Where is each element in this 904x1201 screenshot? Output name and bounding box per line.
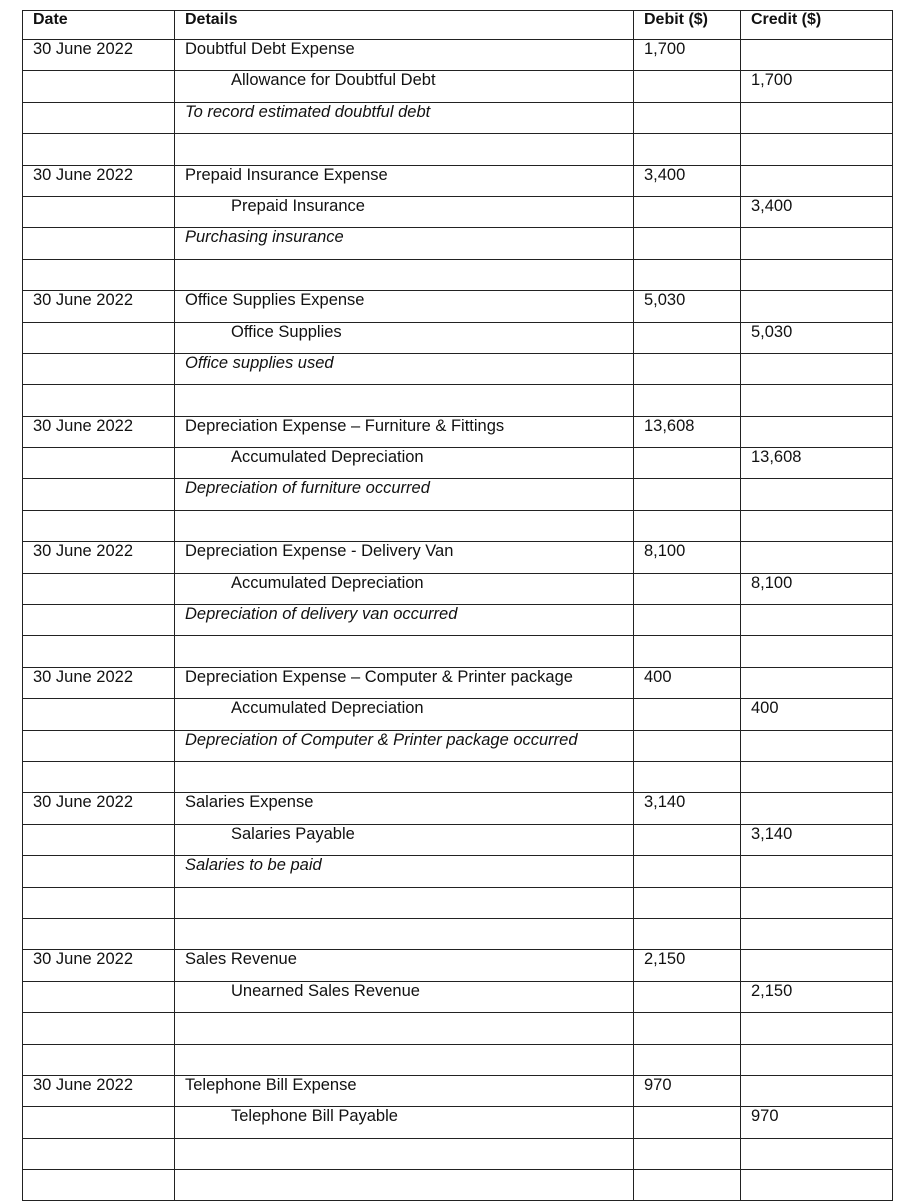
- date-cell: [23, 1075, 175, 1106]
- journal-row: [23, 228, 893, 259]
- journal-row: [23, 71, 893, 102]
- date-cell-text: 30 June 2022: [33, 542, 134, 561]
- journal-row: [23, 259, 893, 290]
- credit-cell-text: 13,608: [751, 448, 802, 467]
- date-cell: [23, 196, 175, 227]
- details-cell-text: Doubtful Debt Expense: [185, 40, 355, 58]
- credit-cell: [741, 1044, 893, 1075]
- details-cell: [175, 228, 634, 259]
- journal-row: [23, 887, 893, 918]
- date-cell: [23, 385, 175, 416]
- details-cell-text: Accumulated Depreciation: [231, 448, 424, 467]
- details-cell-text: Depreciation of furniture occurred: [185, 479, 430, 498]
- details-cell: [175, 636, 634, 667]
- details-cell: [175, 259, 634, 290]
- journal-row: [23, 856, 893, 887]
- debit-cell: [634, 605, 741, 636]
- debit-cell: [634, 134, 741, 165]
- date-cell: [23, 699, 175, 730]
- credit-cell: [741, 353, 893, 384]
- debit-cell: [634, 1170, 741, 1201]
- debit-cell-text: 8,100: [644, 542, 686, 561]
- journal-row: [23, 479, 893, 510]
- date-cell: [23, 824, 175, 855]
- credit-cell: [741, 134, 893, 165]
- credit-cell: [741, 40, 893, 71]
- credit-cell: [741, 228, 893, 259]
- journal-row: [23, 448, 893, 479]
- date-cell: [23, 605, 175, 636]
- journal-row: [23, 730, 893, 761]
- credit-cell-text: 2,150: [751, 981, 793, 1000]
- details-cell-text: Allowance for Doubtful Debt: [231, 71, 436, 90]
- details-cell: [175, 291, 634, 322]
- details-cell-text: Office supplies used: [185, 353, 334, 372]
- details-cell-text: Depreciation Expense – Furniture & Fittings: [185, 416, 505, 435]
- details-cell-text: Depreciation of Computer & Printer package occurred: [185, 730, 578, 749]
- debit-cell: [634, 259, 741, 290]
- credit-cell: [741, 1107, 893, 1138]
- debit-cell: [634, 950, 741, 981]
- debit-cell: [634, 416, 741, 447]
- details-cell-text: Depreciation Expense – Computer & Printer package: [185, 667, 573, 686]
- details-cell-text: Office Supplies Expense: [185, 291, 365, 310]
- credit-cell: [741, 605, 893, 636]
- credit-cell: [741, 918, 893, 949]
- debit-header: Debit ($): [634, 11, 741, 40]
- debit-cell: [634, 1044, 741, 1075]
- debit-cell-text: 3,400: [644, 165, 686, 184]
- credit-cell: [741, 385, 893, 416]
- details-cell: [175, 761, 634, 792]
- journal-row: [23, 322, 893, 353]
- details-cell-text: Sales Revenue: [185, 950, 297, 969]
- credit-cell: [741, 793, 893, 824]
- debit-cell: [634, 981, 741, 1012]
- credit-cell-text: 1,700: [751, 71, 793, 90]
- journal-row: [23, 353, 893, 384]
- credit-cell: [741, 981, 893, 1012]
- journal-row: [23, 981, 893, 1012]
- details-cell-text: Purchasing insurance: [185, 228, 344, 247]
- debit-cell: [634, 353, 741, 384]
- details-cell-text: Telephone Bill Payable: [231, 1107, 398, 1126]
- date-cell-text: 30 June 2022: [33, 416, 134, 435]
- date-cell: [23, 1107, 175, 1138]
- details-cell-text: Prepaid Insurance: [231, 196, 365, 215]
- journal-row: [23, 134, 893, 165]
- details-cell: [175, 353, 634, 384]
- debit-cell: [634, 448, 741, 479]
- details-cell: [175, 196, 634, 227]
- date-cell: [23, 761, 175, 792]
- date-cell: [23, 448, 175, 479]
- date-cell-text: 30 June 2022: [33, 667, 134, 686]
- credit-cell: [741, 196, 893, 227]
- details-cell: [175, 667, 634, 698]
- journal-row: [23, 1138, 893, 1169]
- journal-row: [23, 1013, 893, 1044]
- journal-row: [23, 1170, 893, 1201]
- credit-cell: [741, 102, 893, 133]
- date-cell: [23, 950, 175, 981]
- journal-row: [23, 196, 893, 227]
- date-cell-text: 30 June 2022: [33, 165, 134, 184]
- date-cell: [23, 416, 175, 447]
- credit-cell: [741, 259, 893, 290]
- details-cell: [175, 165, 634, 196]
- details-cell: [175, 1044, 634, 1075]
- date-cell: [23, 102, 175, 133]
- credit-cell: [741, 479, 893, 510]
- credit-cell-text: 400: [751, 699, 779, 718]
- credit-cell: [741, 448, 893, 479]
- details-cell: [175, 510, 634, 541]
- debit-cell: [634, 761, 741, 792]
- debit-cell: [634, 699, 741, 730]
- journal-row: [23, 385, 893, 416]
- journal-row: [23, 918, 893, 949]
- debit-cell: [634, 793, 741, 824]
- details-cell: [175, 102, 634, 133]
- credit-cell: [741, 699, 893, 730]
- date-cell: [23, 887, 175, 918]
- details-cell-text: Accumulated Depreciation: [231, 699, 424, 718]
- date-cell: [23, 667, 175, 698]
- debit-cell: [634, 573, 741, 604]
- details-cell-text: Salaries to be paid: [185, 856, 322, 875]
- details-cell: [175, 542, 634, 573]
- credit-cell: [741, 510, 893, 541]
- debit-cell: [634, 228, 741, 259]
- date-cell: [23, 479, 175, 510]
- credit-cell: [741, 165, 893, 196]
- debit-cell-text: 5,030: [644, 291, 686, 310]
- journal-row: [23, 793, 893, 824]
- details-cell: [175, 981, 634, 1012]
- details-cell: [175, 479, 634, 510]
- details-cell: [175, 573, 634, 604]
- date-cell: [23, 40, 175, 71]
- debit-cell: [634, 542, 741, 573]
- journal-row: [23, 636, 893, 667]
- debit-cell: [634, 102, 741, 133]
- journal-header: [23, 11, 893, 40]
- details-cell: [175, 605, 634, 636]
- credit-cell: [741, 1170, 893, 1201]
- debit-cell: [634, 730, 741, 761]
- credit-cell: [741, 730, 893, 761]
- details-cell-text: Telephone Bill Expense: [185, 1075, 357, 1094]
- debit-cell: [634, 1013, 741, 1044]
- date-cell: [23, 636, 175, 667]
- debit-cell: [634, 1075, 741, 1106]
- credit-cell: [741, 542, 893, 573]
- date-cell: [23, 542, 175, 573]
- credit-cell: [741, 1138, 893, 1169]
- details-cell-text: Salaries Expense: [185, 793, 314, 812]
- credit-cell: [741, 573, 893, 604]
- debit-cell: [634, 667, 741, 698]
- date-header: Date: [23, 11, 175, 40]
- date-cell: [23, 71, 175, 102]
- details-cell: [175, 385, 634, 416]
- credit-cell: [741, 416, 893, 447]
- date-cell-text: 30 June 2022: [33, 40, 134, 58]
- details-cell: [175, 416, 634, 447]
- credit-cell-text: 8,100: [751, 573, 793, 592]
- details-cell-text: Accumulated Depreciation: [231, 573, 424, 592]
- details-cell-text: Depreciation Expense - Delivery Van: [185, 542, 454, 561]
- journal-table: [22, 10, 893, 1201]
- details-cell-text: To record estimated doubtful debt: [185, 102, 431, 121]
- details-cell: [175, 1107, 634, 1138]
- credit-cell-text: 970: [751, 1107, 779, 1126]
- debit-cell: [634, 856, 741, 887]
- journal-body: [23, 40, 893, 1201]
- header-row: [23, 11, 893, 40]
- debit-cell-text: 13,608: [644, 416, 695, 435]
- details-cell: [175, 1138, 634, 1169]
- journal-row: [23, 510, 893, 541]
- details-cell: [175, 856, 634, 887]
- debit-cell: [634, 824, 741, 855]
- date-cell: [23, 856, 175, 887]
- details-cell-text: Prepaid Insurance Expense: [185, 165, 388, 184]
- debit-cell: [634, 510, 741, 541]
- date-cell: [23, 165, 175, 196]
- journal-row: [23, 1107, 893, 1138]
- date-cell: [23, 981, 175, 1012]
- journal-row: [23, 40, 893, 71]
- details-cell: [175, 824, 634, 855]
- date-cell: [23, 291, 175, 322]
- debit-cell: [634, 479, 741, 510]
- details-cell: [175, 1170, 634, 1201]
- debit-cell: [634, 887, 741, 918]
- credit-cell: [741, 887, 893, 918]
- date-cell: [23, 228, 175, 259]
- journal-row: [23, 1044, 893, 1075]
- date-cell: [23, 322, 175, 353]
- debit-cell-text: 400: [644, 667, 672, 686]
- details-cell-text: Depreciation of delivery van occurred: [185, 605, 458, 624]
- journal-row: [23, 165, 893, 196]
- debit-cell: [634, 165, 741, 196]
- date-cell: [23, 730, 175, 761]
- details-cell: [175, 699, 634, 730]
- credit-cell: [741, 1013, 893, 1044]
- debit-cell-text: 970: [644, 1075, 672, 1094]
- details-cell: [175, 1075, 634, 1106]
- journal-row: [23, 950, 893, 981]
- journal-row: [23, 291, 893, 322]
- debit-cell: [634, 40, 741, 71]
- details-cell: [175, 918, 634, 949]
- credit-cell: [741, 291, 893, 322]
- details-cell: [175, 71, 634, 102]
- date-cell: [23, 510, 175, 541]
- details-cell: [175, 40, 634, 71]
- debit-cell: [634, 322, 741, 353]
- details-cell-text: Salaries Payable: [231, 824, 355, 843]
- date-cell: [23, 134, 175, 165]
- credit-cell-text: 3,140: [751, 824, 793, 843]
- credit-cell-text: 5,030: [751, 322, 793, 341]
- details-cell: [175, 322, 634, 353]
- debit-cell: [634, 385, 741, 416]
- debit-cell: [634, 291, 741, 322]
- details-cell: [175, 793, 634, 824]
- details-cell: [175, 730, 634, 761]
- details-cell-text: Office Supplies: [231, 322, 342, 341]
- journal-row: [23, 416, 893, 447]
- journal-row: [23, 102, 893, 133]
- date-cell-text: 30 June 2022: [33, 291, 134, 310]
- journal-row: [23, 824, 893, 855]
- date-cell-text: 30 June 2022: [33, 1075, 134, 1094]
- date-cell-text: 30 June 2022: [33, 793, 134, 812]
- date-cell: [23, 1044, 175, 1075]
- journal-row: [23, 573, 893, 604]
- debit-cell-text: 3,140: [644, 793, 686, 812]
- date-cell: [23, 918, 175, 949]
- credit-cell: [741, 824, 893, 855]
- date-cell: [23, 1138, 175, 1169]
- journal-row: [23, 667, 893, 698]
- date-cell: [23, 573, 175, 604]
- details-cell: [175, 1013, 634, 1044]
- credit-cell: [741, 322, 893, 353]
- details-cell: [175, 950, 634, 981]
- journal-row: [23, 542, 893, 573]
- debit-cell-text: 2,150: [644, 950, 686, 969]
- journal-row: [23, 605, 893, 636]
- journal-row: [23, 761, 893, 792]
- details-header: Details: [175, 11, 634, 40]
- details-cell: [175, 448, 634, 479]
- credit-cell: [741, 856, 893, 887]
- debit-cell: [634, 196, 741, 227]
- credit-cell: [741, 71, 893, 102]
- credit-cell: [741, 1075, 893, 1106]
- journal-row: [23, 699, 893, 730]
- debit-cell-text: 1,700: [644, 40, 686, 58]
- date-cell: [23, 353, 175, 384]
- debit-cell: [634, 71, 741, 102]
- debit-cell: [634, 918, 741, 949]
- date-cell: [23, 793, 175, 824]
- credit-cell: [741, 950, 893, 981]
- debit-cell: [634, 1107, 741, 1138]
- details-cell-text: Unearned Sales Revenue: [231, 981, 420, 1000]
- debit-cell: [634, 1138, 741, 1169]
- credit-cell: [741, 761, 893, 792]
- details-cell: [175, 134, 634, 165]
- credit-cell: [741, 636, 893, 667]
- journal-row: [23, 1075, 893, 1106]
- date-cell: [23, 1170, 175, 1201]
- date-cell: [23, 259, 175, 290]
- credit-cell-text: 3,400: [751, 196, 793, 215]
- credit-header: Credit ($): [741, 11, 893, 40]
- details-cell: [175, 887, 634, 918]
- credit-cell: [741, 667, 893, 698]
- debit-cell: [634, 636, 741, 667]
- date-cell: [23, 1013, 175, 1044]
- date-cell-text: 30 June 2022: [33, 950, 134, 969]
